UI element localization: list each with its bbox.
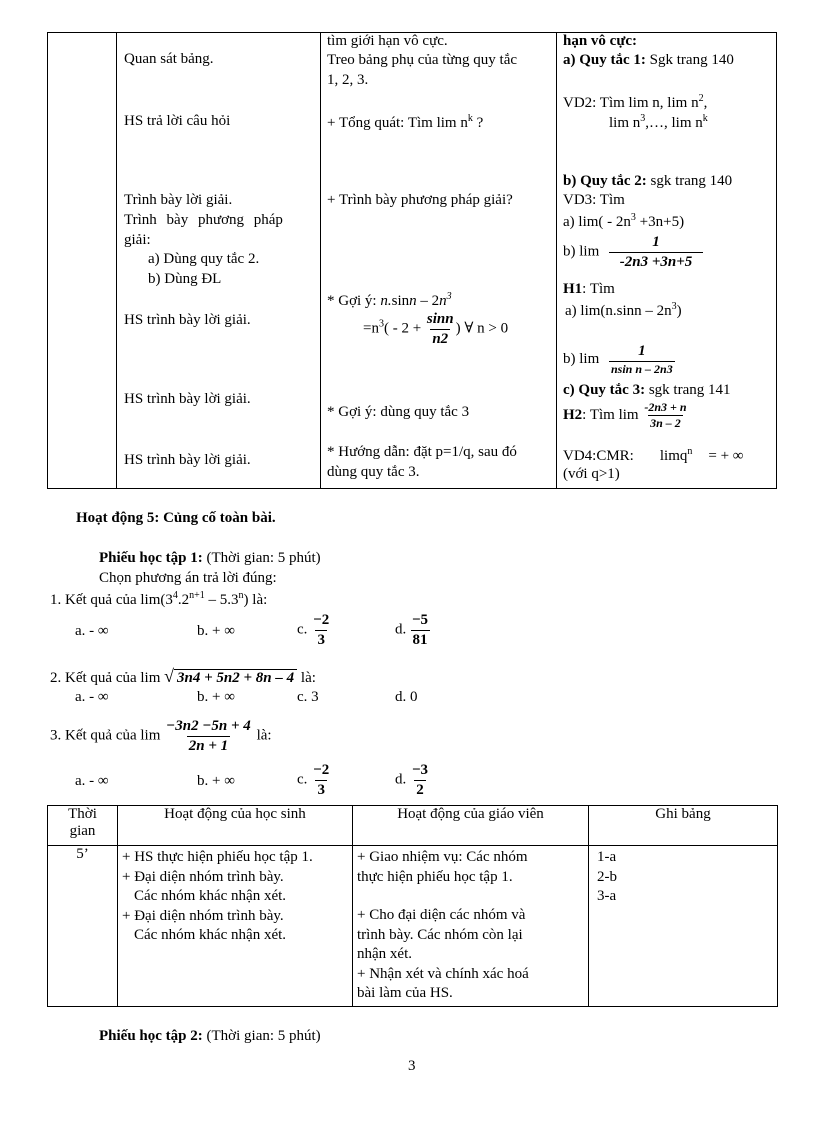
question-2: 2. Kết quả của lim √ 3n4 + 5n2 + 8n – 4 là: (50, 666, 316, 686)
top-table (47, 32, 777, 489)
question-3: 3. Kết quả của lim $\frac{-3n2 -5n + 4}{2n + 1}$ là: (50, 718, 272, 754)
teacher-activity: + Nhận xét và chính xác hoá (357, 965, 529, 982)
teacher-line: dùng quy tắc 3. (327, 464, 420, 480)
board-line: VD4:CMR: limq$^n$ = + ∞ (563, 446, 744, 464)
sheet1-heading: Phiếu học tập 1: (Thời gian: 5 phút) (99, 550, 321, 566)
bottom-table (47, 805, 778, 1007)
page-number: 3 (408, 1058, 416, 1074)
board-line: a) $\lim(n.\sin n - 2n^3)$ (565, 301, 682, 319)
teacher-line: tìm giới hạn vô cực. (327, 33, 448, 49)
board-line: a) Quy tắc 1: Sgk trang 140 (563, 52, 734, 68)
question-1: 1. Kết quả của $\lim(3^4.2^{n+1} - 5.3^n)$ là: (50, 590, 268, 608)
board-line: b) lim $\frac{1}{\text{nsin n – 2n3}}$ (563, 343, 673, 376)
header-board: Ghi bảng (589, 806, 778, 846)
student-line: a) Dùng quy tắc 2. (148, 251, 260, 267)
answer: 2-b (597, 868, 617, 885)
board-line: c) Quy tắc 3: sgk trang 141 (563, 382, 731, 398)
activity-title: Hoạt động 5: Củng cố toàn bài. (76, 510, 276, 526)
teacher-line: Treo bảng phụ của từng quy tắc (327, 52, 518, 68)
q3-option-c: c. $\frac{-2}{3}$ (297, 762, 330, 798)
q3-option-a: a. - ∞ (75, 773, 109, 789)
board-line: H2: Tìm lim $\frac{-2n3 + n}{3n - 2}$ (563, 400, 687, 431)
student-line: Quan sát bảng. (124, 51, 214, 67)
board-line: b) lim $\frac{1}{-2n3 +3n+5}$ (563, 234, 703, 270)
q2-option-d: d. 0 (395, 689, 418, 705)
q1-option-c: c. $\frac{-2}{3}$ (297, 612, 330, 648)
student-activity: + Đại diện nhóm trình bày. (122, 907, 284, 924)
student-activity: + Đại diện nhóm trình bày. (122, 868, 284, 885)
teacher-line: + Tổng quát: Tìm $\lim n^k$ ? (327, 113, 484, 131)
header-time: Thời gian (48, 806, 118, 846)
q1-option-a: a. - ∞ (75, 623, 109, 639)
teacher-col (321, 33, 557, 489)
board-line: VD2: Tìm lim n, $\lim n^2$, (563, 93, 708, 111)
teacher-line: * Hướng dẫn: đặt p=1/q, sau đó (327, 444, 517, 460)
q1-option-d: d. $\frac{-5}{81}$ (395, 612, 429, 648)
header-student: Hoạt động của học sinh (118, 806, 353, 846)
answer: 1-a (597, 849, 617, 865)
board-answers (589, 846, 778, 1007)
student-activity: Các nhóm khác nhận xét. (134, 888, 287, 904)
student-activity: + HS thực hiện phiếu học tập 1. (122, 849, 313, 865)
student-line: HS trình bày lời giải. (124, 391, 251, 407)
student-activity: Các nhóm khác nhận xét. (134, 927, 287, 943)
student-line: b) Dùng ĐL (148, 271, 222, 287)
board-line: b) Quy tắc 2: sgk trang 140 (563, 173, 733, 189)
board-line: VD3: Tìm (563, 192, 625, 208)
student-line: Trình bày phương pháp (124, 212, 283, 228)
teacher-activity: trình bày. Các nhóm còn lại (357, 926, 523, 943)
student-activities (118, 846, 353, 1007)
teacher-activity: nhận xét. (357, 946, 412, 962)
board-line: (với q>1) (563, 466, 620, 482)
student-line: HS trình bày lời giải. (124, 312, 251, 328)
board-line: $\lim n^3,\dots$, $\lim n^k$ (609, 113, 708, 131)
q2-option-c: c. 3 (297, 689, 319, 705)
student-line: giải: (124, 232, 151, 248)
q2-option-a: a. - ∞ (75, 689, 109, 705)
teacher-activity: bài làm của HS. (357, 985, 453, 1001)
board-line: hạn vô cực: (563, 33, 637, 49)
student-col (117, 33, 321, 489)
teacher-activities (353, 846, 589, 1007)
teacher-line: 1, 2, 3. (327, 72, 369, 88)
teacher-activity: thực hiện phiếu học tập 1. (357, 868, 513, 885)
student-line: HS trình bày lời giải. (124, 452, 251, 468)
time-value: 5’ (48, 846, 118, 1007)
board-col (557, 33, 777, 489)
q3-option-b: b. + ∞ (197, 773, 235, 789)
sheet2-heading: Phiếu học tập 2: (Thời gian: 5 phút) (99, 1028, 321, 1044)
answer: 3-a (597, 888, 617, 904)
time-cell (48, 33, 117, 489)
formula-line: $=n^3( - 2$ + $\frac{\sin n}{n2}$ ) ∀ n > 0 (363, 311, 509, 347)
q3-option-d: d. $\frac{-3}{2}$ (395, 762, 429, 798)
header-teacher: Hoạt động của giáo viên (353, 806, 589, 846)
q1-option-b: b. + ∞ (197, 623, 235, 639)
student-line: HS trả lời câu hỏi (124, 113, 231, 129)
teacher-line: * Gợi ý: dùng quy tắc 3 (327, 404, 470, 420)
board-line: a) $\lim( - 2n^3 +3n+5)$ (563, 212, 685, 230)
student-line: Trình bày lời giải. (124, 192, 233, 208)
hint-line: * Gợi ý: $n.\sin n - 2n^3$ (327, 291, 452, 309)
teacher-activity: + Giao nhiệm vụ: Các nhóm (357, 849, 528, 865)
teacher-activity: + Cho đại diện các nhóm và (357, 907, 526, 923)
instruction: Chọn phương án trả lời đúng: (99, 570, 277, 586)
board-line: H1: Tìm (563, 281, 615, 297)
teacher-line: + Trình bày phương pháp giải? (327, 192, 513, 208)
q2-option-b: b. + ∞ (197, 689, 235, 705)
